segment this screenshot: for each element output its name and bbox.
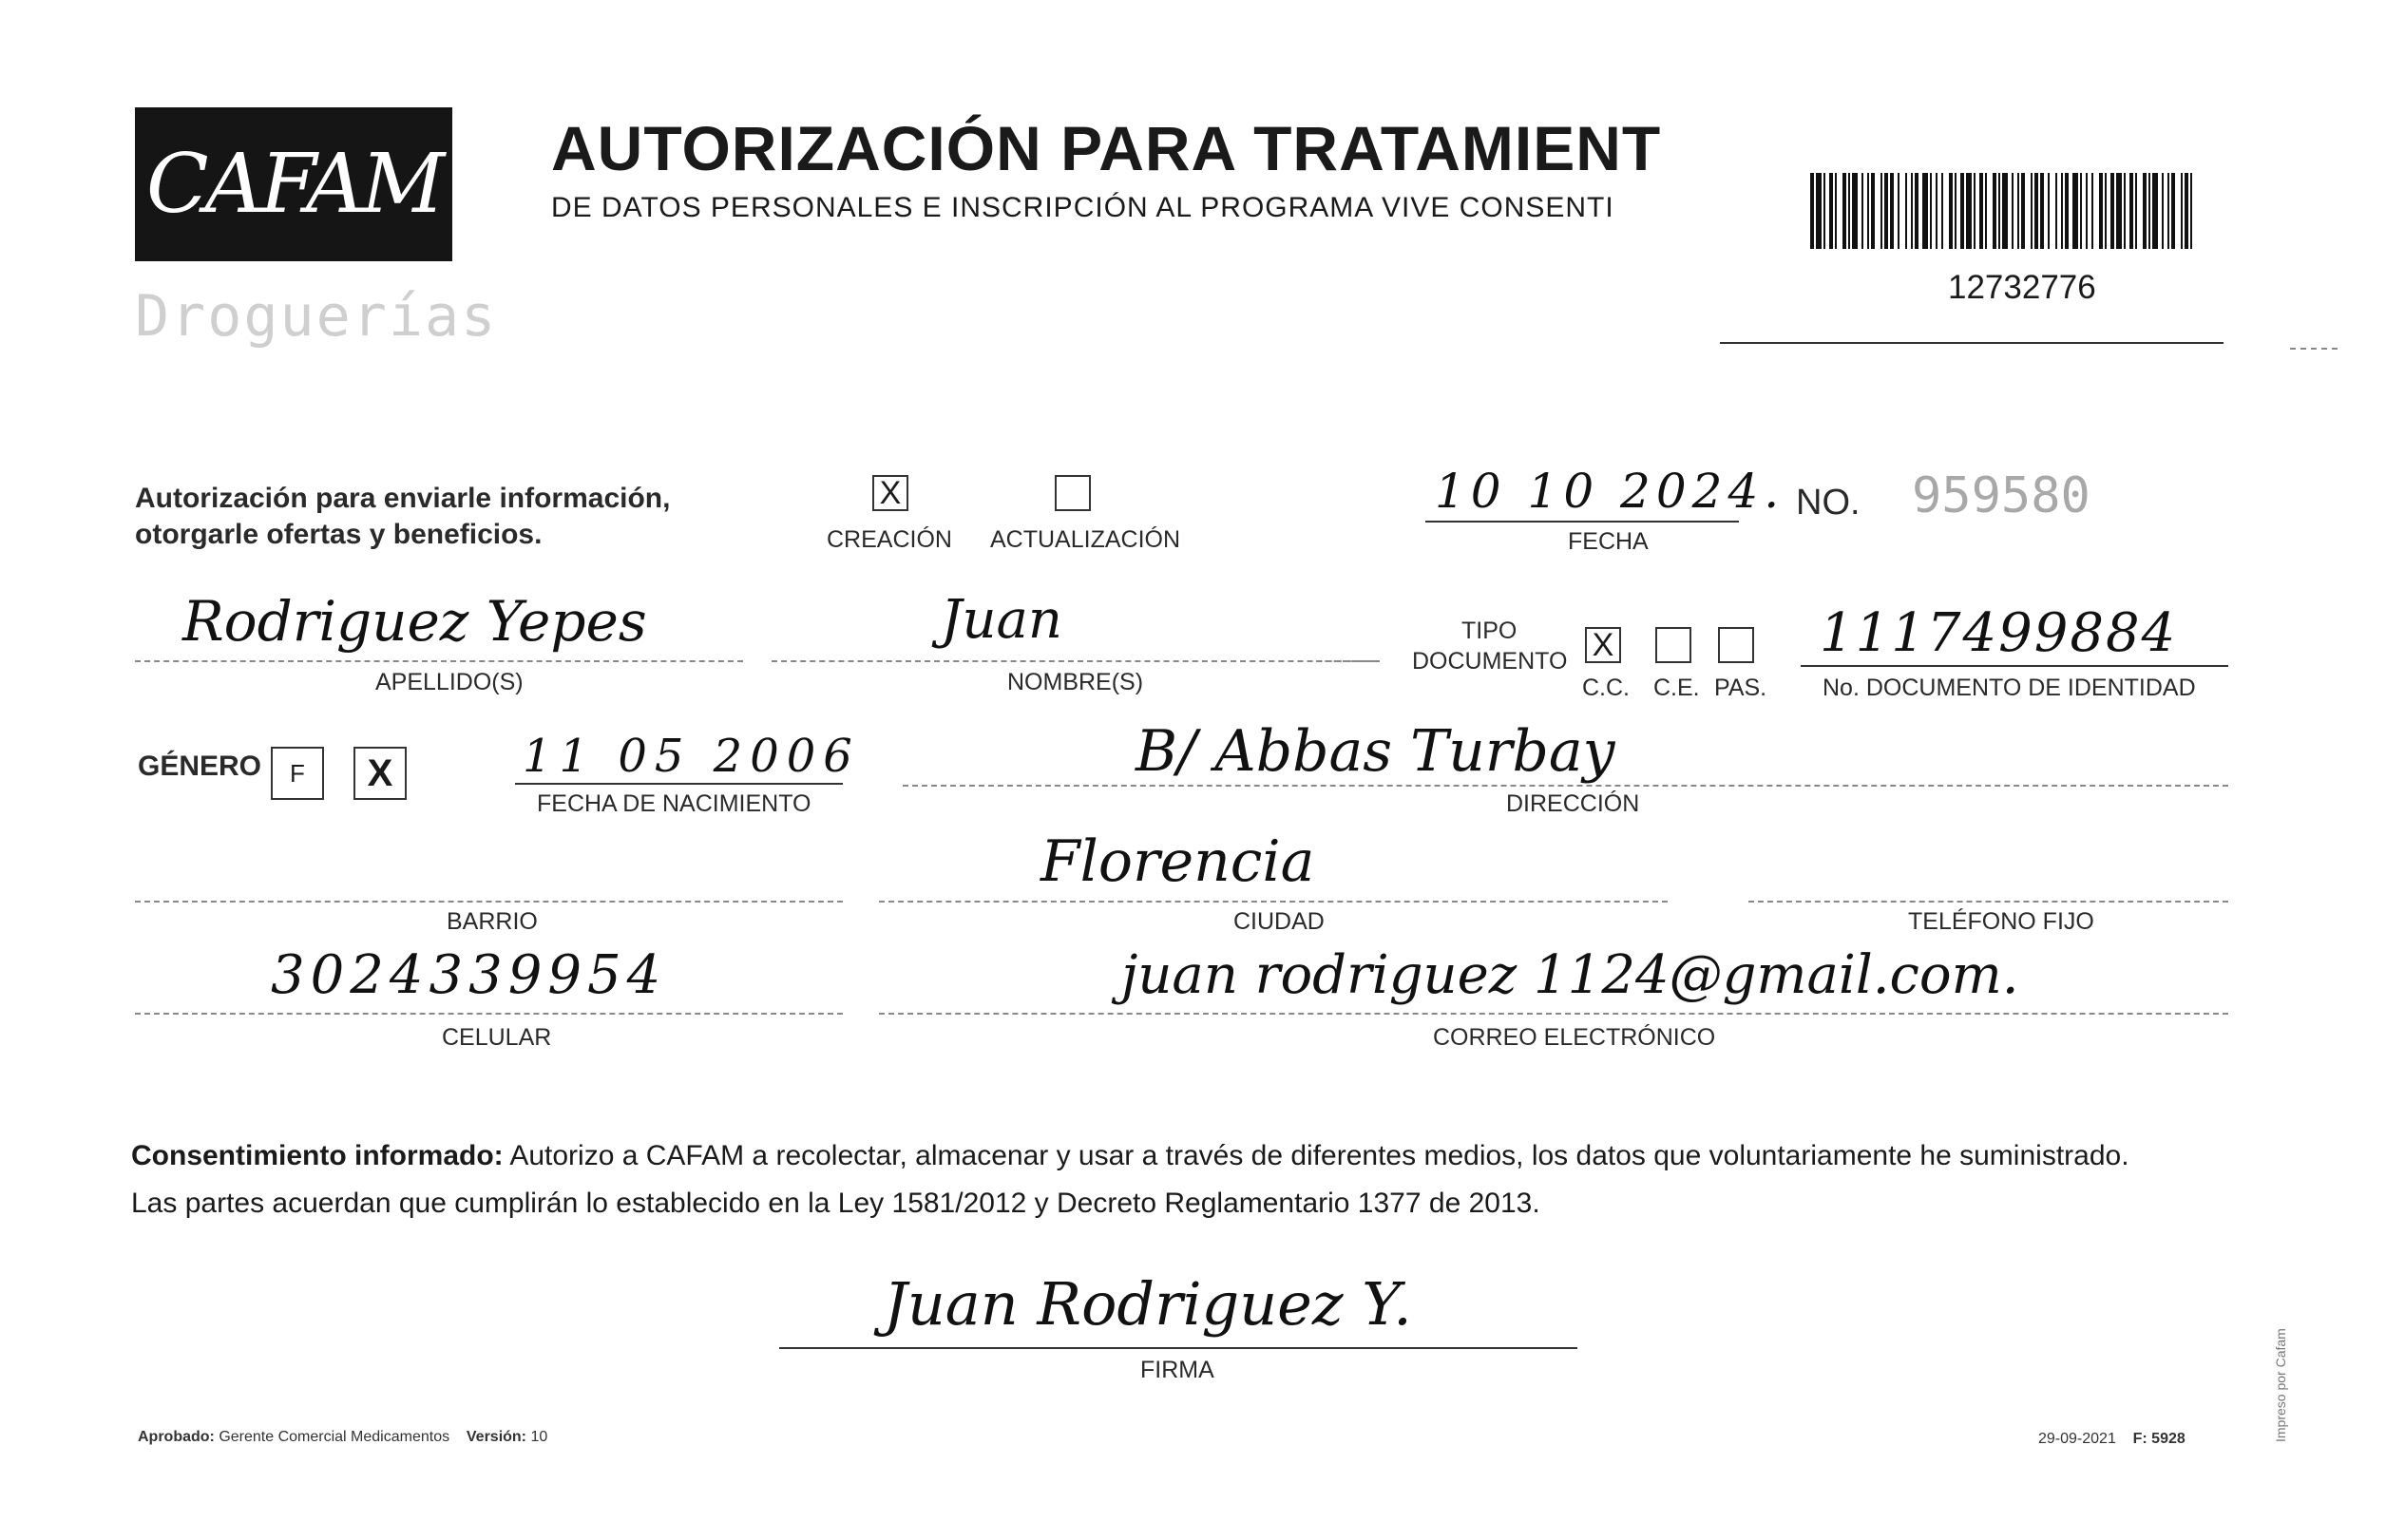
ciudad-label: CIUDAD bbox=[1233, 908, 1325, 935]
celular-label: CELULAR bbox=[442, 1024, 552, 1051]
logo-text: CAFAM bbox=[145, 137, 442, 232]
aprobado-value: Gerente Comercial Medicamentos bbox=[219, 1429, 450, 1445]
direccion-label: DIRECCIÓN bbox=[1506, 790, 1640, 817]
signature-label: FIRMA bbox=[1140, 1357, 1214, 1383]
consent-heading: Consentimiento informado: bbox=[131, 1140, 504, 1171]
consent-body-line2: Las partes acuerdan que cumplirán lo establecido en la Ley 1581/2012 y Decreto Reglamentario 1377 de 2013. bbox=[131, 1188, 1540, 1219]
no-label: NO. bbox=[1796, 483, 1861, 523]
consent-body-line1: Autorizo a CAFAM a recolectar, almacenar y usar a través de diferentes medios, los datos que voluntariamente he suministrado. bbox=[509, 1140, 2129, 1171]
nacimiento-rule bbox=[515, 783, 843, 785]
tipo-label-2: DOCUMENTO bbox=[1412, 648, 1568, 675]
documento-rule bbox=[1801, 665, 2228, 667]
footer-date: 29-09-2021 bbox=[2038, 1431, 2116, 1447]
header-rule-tail bbox=[2290, 348, 2338, 350]
cafam-logo bbox=[135, 107, 452, 261]
barrio-rule bbox=[135, 901, 843, 903]
barcode-graphic bbox=[1810, 173, 2192, 249]
nacimiento-value[interactable]: 11 05 2006 bbox=[523, 730, 860, 783]
telefono-rule bbox=[1748, 901, 2228, 903]
footer-code bbox=[2038, 1431, 2186, 1448]
fecha-label: FECHA bbox=[1568, 528, 1649, 555]
form-subtitle: DE DATOS PERSONALES E INSCRIPCIÓN AL PROGRAMA VIVE CONSENTI bbox=[551, 192, 1614, 223]
footer-approval bbox=[138, 1429, 547, 1446]
genero-m-checkbox[interactable]: X bbox=[353, 747, 407, 800]
aprobado-label: Aprobado: bbox=[138, 1429, 215, 1445]
side-print-note bbox=[2271, 1254, 2294, 1444]
cc-checkbox[interactable]: X bbox=[1585, 627, 1621, 663]
pas-checkbox[interactable] bbox=[1718, 627, 1754, 663]
ciudad-value[interactable]: Florencia bbox=[1040, 828, 1315, 895]
creacion-label: CREACIÓN bbox=[827, 526, 952, 553]
genero-f-checkbox[interactable]: F bbox=[271, 747, 324, 800]
apellidos-rule bbox=[135, 660, 743, 662]
tipo-rule bbox=[1316, 660, 1375, 662]
telefono-label: TELÉFONO FIJO bbox=[1908, 908, 2094, 935]
barcode-number: 12732776 bbox=[1948, 269, 2096, 306]
documento-value[interactable]: 1117499884 bbox=[1820, 602, 2178, 664]
signature-value[interactable]: Juan Rodriguez Y. bbox=[884, 1269, 1412, 1339]
ciudad-rule bbox=[879, 901, 1668, 903]
cc-label: C.C. bbox=[1582, 675, 1630, 701]
side-print-text: Impreso por Cafam bbox=[2273, 1328, 2288, 1442]
signature-rule bbox=[779, 1347, 1577, 1349]
genero-label: GÉNERO bbox=[138, 751, 262, 782]
footer-f-code: F: 5928 bbox=[2132, 1431, 2186, 1447]
version-label: Versión: bbox=[466, 1429, 527, 1445]
pas-label: PAS. bbox=[1714, 675, 1767, 701]
consent-paragraph bbox=[131, 1132, 2241, 1227]
ce-label: C.E. bbox=[1653, 675, 1700, 701]
nombres-value[interactable]: Juan bbox=[941, 589, 1062, 651]
authorization-text-line2: otorgarle ofertas y beneficios. bbox=[135, 519, 543, 550]
direccion-rule bbox=[903, 785, 2228, 787]
consent-line1 bbox=[131, 1132, 2241, 1180]
version-value: 10 bbox=[530, 1429, 548, 1445]
actualizacion-checkbox[interactable] bbox=[1055, 475, 1091, 511]
ce-checkbox[interactable] bbox=[1655, 627, 1691, 663]
direccion-value[interactable]: B/ Abbas Turbay bbox=[1136, 718, 1615, 785]
nombres-rule bbox=[772, 660, 1380, 662]
fecha-value[interactable]: 10 10 2024. bbox=[1435, 464, 1785, 519]
tipo-label-1: TIPO bbox=[1461, 618, 1517, 644]
celular-value[interactable]: 3024339954 bbox=[271, 944, 667, 1006]
form-title: AUTORIZACIÓN PARA TRATAMIENT bbox=[551, 113, 1662, 183]
authorization-text-line1: Autorización para enviarle información, bbox=[135, 483, 671, 514]
apellidos-value[interactable]: Rodriguez Yepes bbox=[182, 589, 647, 654]
nombres-label: NOMBRE(S) bbox=[1007, 669, 1144, 695]
documento-label: No. DOCUMENTO DE IDENTIDAD bbox=[1823, 675, 2196, 701]
nacimiento-label: FECHA DE NACIMIENTO bbox=[537, 790, 811, 817]
fecha-rule bbox=[1425, 521, 1739, 523]
correo-value[interactable]: juan rodriguez 1124@gmail.com. bbox=[1121, 944, 2019, 1006]
logo-subtitle: Droguerías bbox=[135, 283, 498, 350]
no-value: 959580 bbox=[1912, 467, 2090, 524]
barrio-label: BARRIO bbox=[447, 908, 538, 935]
celular-rule bbox=[135, 1013, 843, 1015]
actualizacion-label: ACTUALIZACIÓN bbox=[990, 526, 1181, 553]
correo-label: CORREO ELECTRÓNICO bbox=[1433, 1024, 1716, 1051]
correo-rule bbox=[879, 1013, 2228, 1015]
apellidos-label: APELLIDO(S) bbox=[375, 669, 524, 695]
header-rule bbox=[1720, 342, 2224, 344]
creacion-checkbox[interactable]: X bbox=[872, 475, 908, 511]
